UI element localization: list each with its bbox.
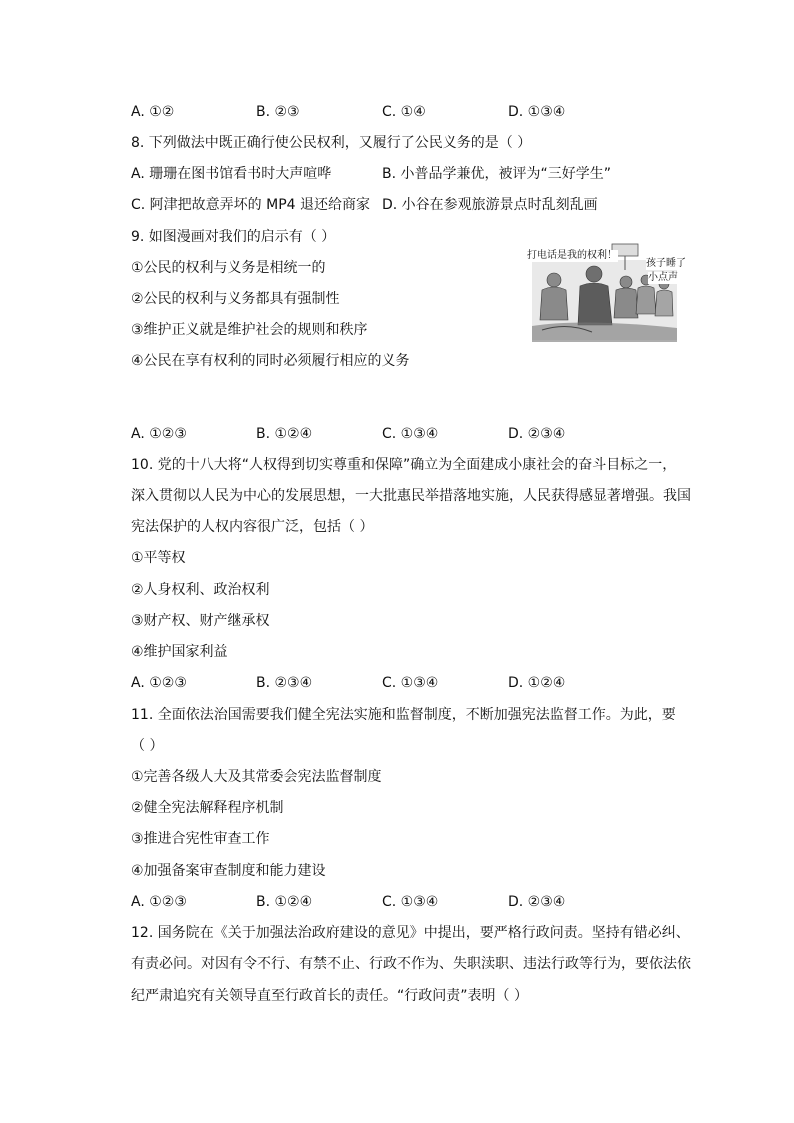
q8-option-b: B. 小普品学兼优，被评为“三好学生” — [382, 166, 612, 182]
q8-option-c: C. 阿津把故意弄坏的 MP4 退还给商家 — [131, 197, 371, 213]
q9-statement-1: ①公民的权利与义务是相统一的 — [131, 260, 326, 276]
q9-statement-2: ②公民的权利与义务都具有强制性 — [131, 291, 340, 307]
q11-option-b: B. ①②④ — [256, 894, 313, 910]
q9-option-c: C. ①③④ — [382, 426, 439, 442]
q9-stem: 9. 如图漫画对我们的启示有（ ） — [131, 229, 336, 245]
q11-statement-2: ②健全宪法解释程序机制 — [131, 800, 284, 816]
q9-option-d: D. ②③④ — [508, 426, 566, 442]
q11-option-c: C. ①③④ — [382, 894, 439, 910]
q9-statement-4: ④公民在享有权利的同时必须履行相应的义务 — [131, 353, 410, 369]
q8-stem: 8. 下列做法中既正确行使公民权利，又履行了公民义务的是（ ） — [131, 135, 532, 151]
q7-option-d: D. ①③④ — [508, 104, 566, 120]
q12-line-1: 12. 国务院在《关于加强法治政府建设的意见》中提出，要严格行政问责。坚持有错必纠、 — [131, 925, 690, 941]
q10-option-d: D. ①②④ — [508, 675, 566, 691]
q10-line-3: 宪法保护的人权内容很广泛，包括（ ） — [131, 519, 374, 535]
q7-option-b: B. ②③ — [256, 104, 300, 120]
q10-option-c: C. ①③④ — [382, 675, 439, 691]
q10-statement-2: ②人身权利、政治权利 — [131, 582, 270, 598]
q11-statement-3: ③推进合宪性审查工作 — [131, 831, 270, 847]
q11-line-1: 11. 全面依法治国需要我们健全宪法实施和监督制度，不断加强宪法监督工作。为此，要 — [131, 707, 676, 723]
speech-bubble-left: 打电话是我的权利！ — [527, 250, 617, 261]
q11-statement-1: ①完善各级人大及其常委会宪法监督制度 — [131, 769, 382, 785]
q9-statement-3: ③维护正义就是维护社会的规则和秩序 — [131, 322, 368, 338]
q11-option-a: A. ①②③ — [131, 894, 187, 910]
speech-bubble-right-line2: 小点声 — [648, 272, 678, 283]
q10-line-2: 深入贯彻以人民为中心的发展思想，一大批惠民举措落地实施，人民获得感显著增强。我国 — [131, 488, 691, 504]
q11-statement-4: ④加强备案审查制度和能力建设 — [131, 863, 326, 879]
q8-option-a: A. 珊珊在图书馆看书时大声喧哗 — [131, 166, 332, 182]
q8-option-d: D. 小谷在参观旅游景点时乱刻乱画 — [382, 197, 598, 213]
speech-bubble-right-line1: 孩子睡了 — [646, 258, 686, 269]
q9-option-a: A. ①②③ — [131, 426, 187, 442]
q7-option-a: A. ①② — [131, 104, 175, 120]
cartoon-drawing — [522, 230, 682, 344]
q10-option-a: A. ①②③ — [131, 675, 187, 691]
q7-option-c: C. ①④ — [382, 104, 426, 120]
q11-option-d: D. ②③④ — [508, 894, 566, 910]
q10-statement-1: ①平等权 — [131, 550, 186, 566]
q11-line-2: （ ） — [131, 738, 164, 754]
q10-statement-3: ③财产权、财产继承权 — [131, 613, 270, 629]
q10-statement-4: ④维护国家利益 — [131, 644, 228, 660]
q12-line-2: 有责必问。对因有令不行、有禁不止、行政不作为、失职渎职、违法行政等行为，要依法依 — [131, 956, 691, 972]
q12-line-3: 纪严肃追究有关领导直至行政首长的责任。“行政问责”表明（ ） — [131, 988, 528, 1004]
q9-cartoon-image — [522, 230, 686, 344]
q10-line-1: 10. 党的十八大将“人权得到切实尊重和保障”确立为全面建成小康社会的奋斗目标之一， — [131, 457, 677, 473]
q10-option-b: B. ②③④ — [256, 675, 313, 691]
q9-option-b: B. ①②④ — [256, 426, 313, 442]
